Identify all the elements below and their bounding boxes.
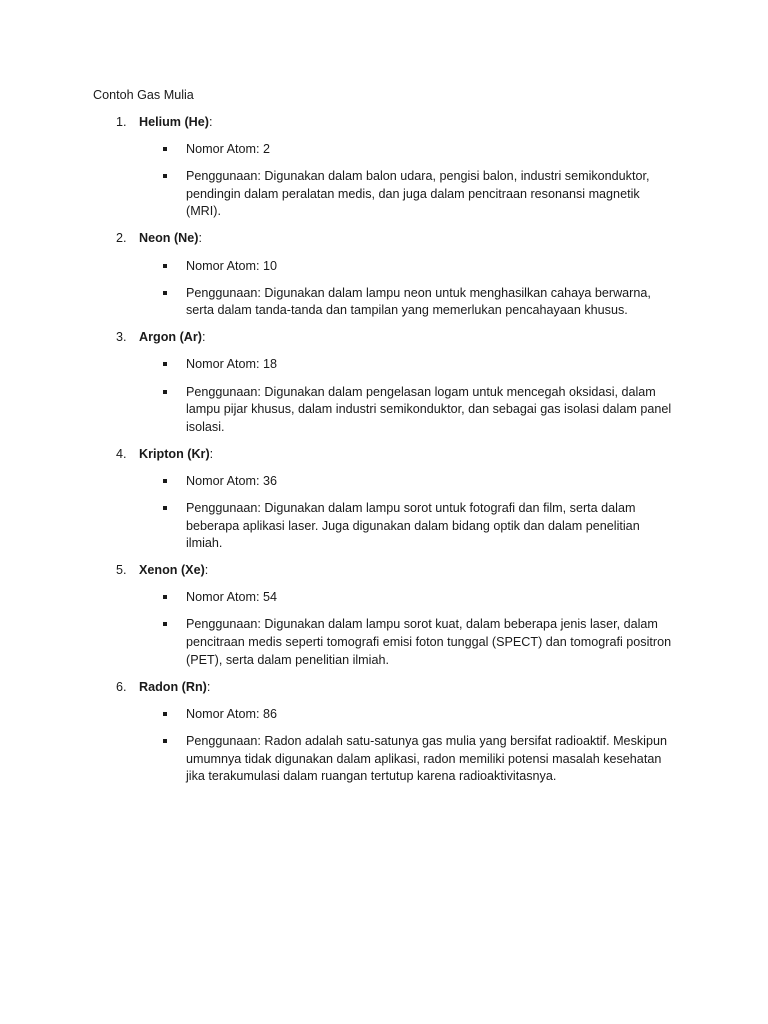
square-bullet-icon bbox=[163, 264, 167, 268]
gas-number: 4. bbox=[116, 446, 127, 461]
gas-number: 3. bbox=[116, 330, 127, 345]
usage-item bbox=[0, 168, 676, 221]
square-bullet-icon bbox=[163, 174, 167, 178]
gas-item-radon bbox=[0, 679, 768, 786]
gas-heading bbox=[0, 230, 768, 248]
gas-name-bold: Kripton (Kr) bbox=[139, 446, 210, 461]
gas-name-bold: Neon (Ne) bbox=[139, 231, 199, 246]
atomic-number-text: Nomor Atom: 54 bbox=[186, 590, 277, 605]
atomic-number-text: Nomor Atom: 18 bbox=[186, 357, 277, 372]
square-bullet-icon bbox=[163, 506, 167, 510]
gas-name: Helium (He): bbox=[139, 115, 213, 129]
atomic-number-text: Nomor Atom: 2 bbox=[186, 142, 270, 157]
gas-heading bbox=[0, 562, 768, 580]
gas-item-kripton bbox=[0, 446, 768, 553]
atomic-number-item bbox=[0, 141, 676, 159]
gas-heading bbox=[0, 679, 768, 697]
gas-number: 1. bbox=[116, 115, 127, 129]
gas-name-bold: Xenon (Xe) bbox=[139, 563, 205, 578]
gas-item-helium bbox=[0, 114, 768, 221]
gas-detail-list bbox=[0, 141, 768, 221]
square-bullet-icon bbox=[163, 622, 167, 626]
atomic-number-item bbox=[0, 706, 676, 724]
gas-detail-list bbox=[0, 473, 768, 553]
gas-detail-list bbox=[0, 706, 768, 786]
square-bullet-icon bbox=[163, 147, 167, 151]
gas-number: 5. bbox=[116, 563, 127, 578]
gas-item-xenon bbox=[0, 562, 768, 669]
atomic-number-item bbox=[0, 258, 676, 276]
square-bullet-icon bbox=[163, 712, 167, 716]
gas-name-bold: Helium (He) bbox=[139, 115, 209, 129]
gas-detail-list bbox=[0, 258, 768, 320]
atomic-number-item bbox=[0, 473, 676, 491]
atomic-number-item bbox=[0, 356, 676, 374]
gas-heading bbox=[0, 114, 768, 132]
usage-text: Penggunaan: Digunakan dalam pengelasan logam untuk mencegah oksidasi, dalam lampu pijar khusus, dalam industri semikonduktor, dan sebagai gas isolasi dalam panel isolasi. bbox=[186, 384, 672, 434]
usage-item bbox=[0, 285, 676, 320]
usage-text: Penggunaan: Digunakan dalam lampu sorot kuat, dalam beberapa jenis laser, dalam pencitraan medis seperti tomografi emisi foton tunggal (SPECT) dan tomografi positron (PET), serta dalam penelitian ilmiah. bbox=[186, 617, 672, 667]
gas-detail-list bbox=[0, 356, 768, 436]
gas-name: Xenon (Xe): bbox=[139, 563, 209, 578]
square-bullet-icon bbox=[163, 739, 167, 743]
usage-text: Penggunaan: Digunakan dalam lampu sorot untuk fotografi dan film, serta dalam beberapa aplikasi laser. Juga digunakan dalam bidang optik dan dalam penelitian ilmiah. bbox=[186, 501, 640, 551]
gas-name-bold: Argon (Ar) bbox=[139, 330, 202, 345]
atomic-number-item bbox=[0, 589, 676, 607]
gas-name: Argon (Ar): bbox=[139, 330, 206, 345]
atomic-number-text: Nomor Atom: 86 bbox=[186, 706, 277, 721]
gas-detail-list bbox=[0, 589, 768, 669]
gas-number: 6. bbox=[116, 679, 127, 694]
gas-heading bbox=[0, 446, 768, 464]
document-title: Contoh Gas Mulia bbox=[93, 88, 194, 102]
gas-name-bold: Radon (Rn) bbox=[139, 679, 207, 694]
gas-number: 2. bbox=[116, 231, 127, 246]
gas-name: Radon (Rn): bbox=[139, 679, 211, 694]
square-bullet-icon bbox=[163, 362, 167, 366]
usage-item bbox=[0, 500, 676, 553]
gas-list bbox=[0, 114, 768, 795]
atomic-number-text: Nomor Atom: 10 bbox=[186, 258, 277, 273]
usage-item bbox=[0, 733, 676, 786]
usage-text: Penggunaan: Radon adalah satu-satunya gas mulia yang bersifat radioaktif. Meskipun umumnya tidak digunakan dalam aplikasi, radon memiliki potensi masalah kesehatan jika terakumulasi dalam ruangan tertutup karena radioaktivitasnya. bbox=[186, 733, 667, 784]
square-bullet-icon bbox=[163, 595, 167, 599]
gas-name: Kripton (Kr): bbox=[139, 446, 214, 461]
usage-text: Penggunaan: Digunakan dalam lampu neon untuk menghasilkan cahaya berwarna, serta dalam tanda-tanda dan tampilan yang memerlukan pencahayaan khusus. bbox=[186, 285, 651, 318]
usage-item bbox=[0, 384, 676, 437]
gas-item-argon bbox=[0, 329, 768, 436]
atomic-number-text: Nomor Atom: 36 bbox=[186, 473, 277, 488]
square-bullet-icon bbox=[163, 291, 167, 295]
gas-name: Neon (Ne): bbox=[139, 231, 202, 246]
gas-item-neon bbox=[0, 230, 768, 319]
square-bullet-icon bbox=[163, 390, 167, 394]
square-bullet-icon bbox=[163, 479, 167, 483]
usage-text: Penggunaan: Digunakan dalam balon udara, pengisi balon, industri semikonduktor, pendingin dalam peralatan medis, dan juga dalam pencitraan resonansi magnetik (MRI). bbox=[186, 169, 650, 219]
gas-heading bbox=[0, 329, 768, 347]
usage-item bbox=[0, 616, 676, 669]
